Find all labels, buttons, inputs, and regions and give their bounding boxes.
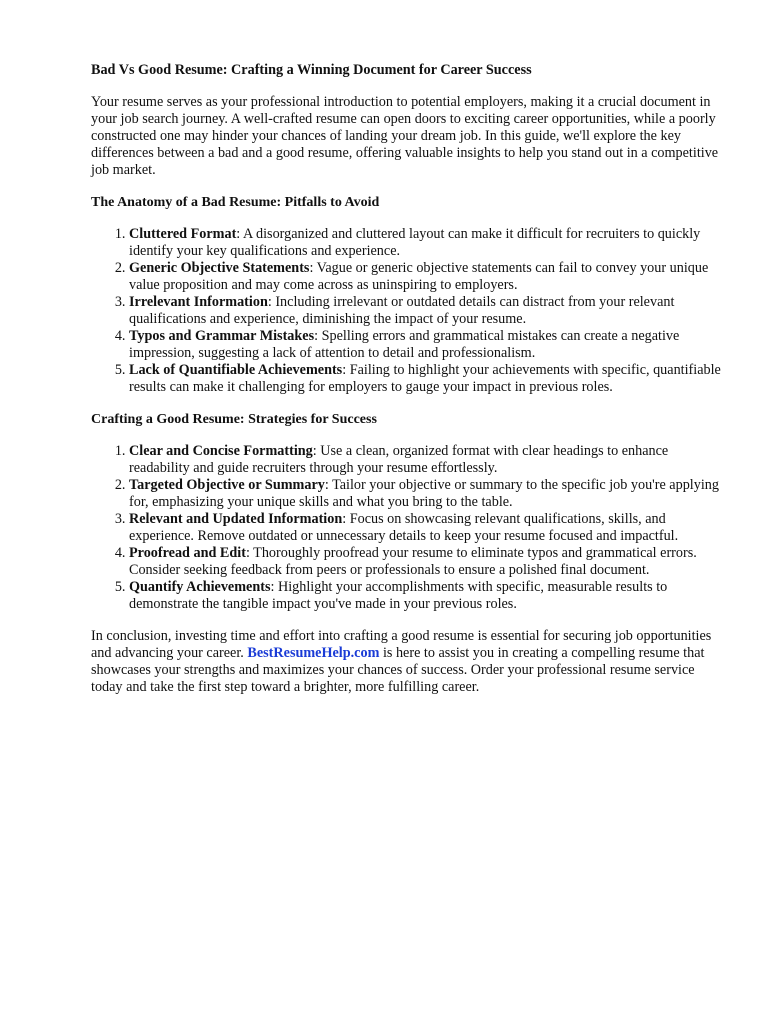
conclusion-text-after: is here to assist you in creating a compelling resume that showcases your strengths and maximizes your chances of success. Order your professional resume service today and take the first step toward a brighter, more fulfilling career.	[91, 645, 705, 695]
list-item-term: Lack of Quantifiable Achievements	[129, 362, 343, 378]
list-item	[129, 545, 728, 579]
list-item	[129, 362, 728, 396]
list-item-term: Clear and Concise Formatting	[129, 443, 313, 459]
list-item-term: Generic Objective Statements	[129, 260, 310, 276]
list-item-desc: : Including irrelevant or outdated details can distract from your relevant qualifications and experience, diminishing the impact of your resume.	[129, 294, 675, 327]
document-title: Bad Vs Good Resume: Crafting a Winning Document for Career Success	[91, 62, 532, 78]
list-item-desc: : Failing to highlight your achievements with specific, quantifiable results can make it challenging for employers to gauge your impact in previous roles.	[129, 362, 721, 395]
list-item-desc: : Highlight your accomplishments with specific, measurable results to demonstrate the tangible impact you've made in your previous roles.	[129, 579, 668, 612]
bad-resume-list	[91, 226, 728, 396]
best-resume-help-link[interactable]: BestResumeHelp.com	[247, 645, 380, 661]
list-item-term: Quantify Achievements	[129, 579, 271, 595]
list-item	[129, 511, 728, 545]
list-item-desc: : Vague or generic objective statements can fail to convey your unique value proposition and may come across as uninspiring to employers.	[129, 260, 709, 293]
list-item	[129, 477, 728, 511]
list-item-term: Relevant and Updated Information	[129, 511, 343, 527]
list-item-desc: : Tailor your objective or summary to the specific job you're applying for, emphasizing your unique skills and what you bring to the table.	[129, 477, 719, 510]
list-item-desc: : A disorganized and cluttered layout can make it difficult for recruiters to quickly identify your key qualifications and experience.	[129, 226, 701, 259]
list-item-term: Proofread and Edit	[129, 545, 246, 561]
list-item	[129, 579, 728, 613]
good-resume-heading: Crafting a Good Resume: Strategies for Success	[91, 412, 377, 427]
list-item-term: Typos and Grammar Mistakes	[129, 328, 315, 344]
conclusion-text-before: In conclusion, investing time and effort into crafting a good resume is essential for securing job opportunities and advancing your career.	[91, 628, 712, 661]
list-item-term: Irrelevant Information	[129, 294, 268, 310]
good-resume-list	[91, 443, 728, 613]
list-item-desc: : Thoroughly proofread your resume to eliminate typos and grammatical errors. Consider seeking feedback from peers or professionals to ensure a polished final document.	[129, 545, 697, 578]
list-item-desc: : Focus on showcasing relevant qualifications, skills, and experience. Remove outdated or unnecessary details to keep your resume focused and impactful.	[129, 511, 679, 544]
list-item	[129, 328, 728, 362]
list-item-term: Targeted Objective or Summary	[129, 477, 325, 493]
bad-resume-heading: The Anatomy of a Bad Resume: Pitfalls to Avoid	[91, 195, 380, 210]
list-item	[129, 443, 728, 477]
conclusion-paragraph	[91, 628, 728, 696]
list-item-term: Cluttered Format	[129, 226, 237, 242]
list-item-desc: : Use a clean, organized format with clear headings to enhance readability and guide recruiters through your resume effortlessly.	[129, 443, 669, 476]
list-item	[129, 226, 728, 260]
list-item	[129, 260, 728, 294]
intro-paragraph: Your resume serves as your professional introduction to potential employers, making it a crucial document in your job search journey. A well-crafted resume can open doors to exciting career opportunities, while a poorly constructed one may hinder your chances of landing your dream job. In this guide, we'll explore the key differences between a bad and a good resume, offering valuable insights to help you stand out in a competitive job market.	[91, 94, 719, 178]
list-item-desc: : Spelling errors and grammatical mistakes can create a negative impression, suggesting a lack of attention to detail and professionalism.	[129, 328, 680, 361]
list-item	[129, 294, 728, 328]
